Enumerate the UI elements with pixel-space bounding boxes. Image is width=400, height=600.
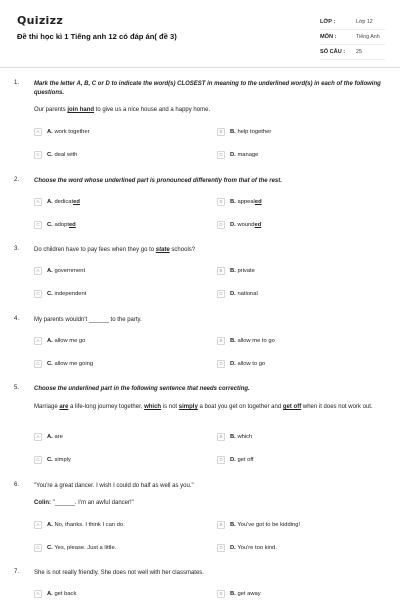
speaker-name: Colin:	[34, 500, 51, 506]
underlined-word: state	[155, 247, 170, 253]
option-letter-box: A	[34, 590, 42, 598]
option-letter-box: C	[34, 544, 42, 552]
option-text: allow me go	[54, 337, 86, 344]
option-letter-box: A	[34, 337, 42, 345]
option-key: C.	[47, 221, 53, 228]
option-label	[47, 222, 76, 228]
option-key: A.	[47, 128, 53, 135]
option-key: D.	[230, 360, 236, 367]
meta-row-class	[320, 15, 385, 30]
option-letter-box: A	[34, 521, 42, 529]
stem-text: is not	[161, 404, 179, 410]
stem-text: schools?	[169, 247, 196, 253]
option-d[interactable]	[217, 288, 258, 299]
option-a[interactable]	[34, 519, 125, 530]
option-letter-box: C	[34, 221, 42, 229]
option-key: B.	[230, 337, 236, 344]
option-letter-box: B	[217, 590, 225, 598]
option-text: dedicat	[54, 198, 74, 205]
option-label	[47, 268, 85, 274]
quizizz-logo: Quizizz	[17, 14, 64, 27]
option-key: B.	[230, 198, 236, 205]
meta-value: 25	[356, 49, 362, 55]
option-label	[47, 291, 86, 297]
meta-panel	[320, 15, 385, 60]
option-d[interactable]	[217, 454, 253, 465]
option-key: B.	[230, 590, 236, 597]
option-letter-box: C	[34, 456, 42, 464]
option-label	[230, 199, 262, 205]
option-label	[47, 361, 93, 367]
option-label	[230, 457, 253, 463]
option-c[interactable]	[34, 288, 86, 299]
option-label	[230, 545, 277, 551]
option-text: You're too kind.	[237, 544, 277, 551]
option-letter-box: D	[217, 290, 225, 298]
option-label	[47, 591, 76, 597]
option-letter-box: D	[217, 221, 225, 229]
option-letter-box: B	[217, 433, 225, 441]
question-stem	[34, 246, 384, 255]
option-key: A.	[47, 267, 53, 274]
option-letter-box: A	[34, 128, 42, 136]
option-text: are	[54, 433, 63, 440]
stem-text: Do children have to pay fees when they go to	[34, 247, 156, 253]
option-label	[230, 338, 275, 344]
stem-text: to give us a nice house and a happy home.	[94, 107, 211, 113]
option-d[interactable]	[217, 358, 265, 369]
question-number: 6.	[14, 482, 20, 488]
option-text: manage	[237, 151, 259, 158]
option-text: allow to go	[237, 360, 266, 367]
option-letter-box: B	[217, 128, 225, 136]
option-letter-box: B	[217, 267, 225, 275]
option-key: B.	[230, 521, 236, 528]
question-stem	[34, 106, 384, 115]
question-dialogue	[34, 499, 384, 508]
option-text: get back	[54, 590, 77, 597]
question-instruction: Choose the word whose underlined part is pronounced differently from that of the rest.	[34, 178, 282, 184]
option-text: private	[237, 267, 255, 274]
option-text: allow me to go	[237, 337, 275, 344]
option-label	[230, 268, 255, 274]
option-letter-box: D	[217, 456, 225, 464]
option-key: D.	[230, 151, 236, 158]
option-label	[230, 591, 261, 597]
option-letter-box: C	[34, 360, 42, 368]
option-d[interactable]	[217, 542, 277, 553]
option-letter-box: A	[34, 433, 42, 441]
option-letter-box: A	[34, 267, 42, 275]
option-c[interactable]	[34, 219, 76, 230]
option-label	[47, 129, 90, 135]
question-instruction: Choose the underlined part in the following sentence that needs correcting.	[34, 386, 250, 392]
option-text: national	[237, 290, 258, 297]
option-b[interactable]	[217, 588, 261, 599]
meta-key: SỐ CÂU :	[320, 49, 346, 55]
dialogue-text: "______. I'm an awful dancer!"	[51, 500, 134, 506]
option-key: B.	[230, 267, 236, 274]
option-key: C.	[47, 360, 53, 367]
option-label	[230, 222, 261, 228]
option-a[interactable]	[34, 431, 63, 442]
option-text: Yes, please. Just a little.	[54, 544, 117, 551]
meta-value: Lớp 12	[356, 19, 373, 25]
question-stem: My parents wouldn't ______ to the party.	[34, 317, 142, 323]
underlined-part: ed	[68, 221, 76, 228]
option-letter-box: C	[34, 151, 42, 159]
underlined-part: ed	[73, 198, 80, 205]
option-label	[230, 291, 258, 297]
option-key: A.	[47, 198, 53, 205]
option-label	[47, 199, 80, 205]
question-instruction: Mark the letter A, B, C or D to indicate the word(s) CLOSEST in meaning to the underlined word(s) in each of the following questions.	[34, 81, 381, 96]
option-label	[47, 434, 63, 440]
option-label	[230, 434, 252, 440]
option-text: adopt	[54, 221, 69, 228]
question-number: 4.	[14, 316, 20, 322]
option-text: which	[237, 433, 253, 440]
option-c[interactable]	[34, 454, 71, 465]
option-b[interactable]	[217, 126, 271, 137]
option-label	[230, 522, 300, 528]
meta-row-count	[320, 45, 385, 60]
option-key: D.	[230, 290, 236, 297]
option-text: get away	[237, 590, 261, 597]
underlined-part: ed	[254, 221, 262, 228]
question-stem: "You're a great dancer. I wish I could do half as well as you."	[34, 483, 194, 489]
option-text: appeal	[237, 198, 255, 205]
question-number: 2.	[14, 177, 20, 183]
question-number: 7.	[14, 569, 20, 575]
option-c[interactable]	[34, 358, 93, 369]
option-key: B.	[230, 433, 236, 440]
option-c[interactable]	[34, 542, 116, 553]
underlined-word: get off	[282, 404, 302, 410]
option-d[interactable]	[217, 219, 261, 230]
header-divider	[0, 67, 400, 68]
option-letter-box: C	[34, 290, 42, 298]
stem-text: Marriage	[34, 404, 60, 410]
option-key: C.	[47, 290, 53, 297]
option-d[interactable]	[217, 149, 258, 160]
option-text: government	[54, 267, 86, 274]
question-number: 1.	[14, 80, 20, 86]
question-number: 5.	[14, 385, 20, 391]
option-key: A.	[47, 337, 53, 344]
option-text: get off	[237, 456, 254, 463]
option-key: A.	[47, 590, 53, 597]
option-letter-box: D	[217, 360, 225, 368]
stem-text: Our parents	[34, 107, 68, 113]
option-text: wound	[237, 221, 255, 228]
stem-text: when it does not work out.	[301, 404, 373, 410]
option-b[interactable]	[217, 335, 275, 346]
option-key: C.	[47, 456, 53, 463]
option-text: independent	[54, 290, 87, 297]
option-b[interactable]	[217, 519, 300, 530]
question-stem	[34, 403, 384, 412]
option-a[interactable]	[34, 588, 76, 599]
underlined-word: simply	[178, 404, 198, 410]
option-a[interactable]	[34, 335, 85, 346]
option-label	[47, 545, 116, 551]
option-key: D.	[230, 456, 236, 463]
option-text: No, thanks. I think I can do.	[54, 521, 125, 528]
option-label	[47, 152, 77, 158]
meta-value: Tiếng Anh	[356, 34, 380, 40]
meta-key: MÔN :	[320, 34, 337, 40]
option-text: deal with	[54, 151, 78, 158]
option-text: You've got to be kidding!	[237, 521, 301, 528]
stem-text: a life-long journey together,	[68, 404, 145, 410]
option-text: work together	[54, 128, 90, 135]
question-stem: She is not really friendly. She does not well with her classmates.	[34, 570, 204, 576]
option-b[interactable]	[217, 196, 262, 207]
option-key: D.	[230, 221, 236, 228]
option-letter-box: B	[217, 337, 225, 345]
option-b[interactable]	[217, 431, 252, 442]
option-key: A.	[47, 433, 53, 440]
underlined-word: are	[59, 404, 69, 410]
option-a[interactable]	[34, 126, 90, 137]
option-text: simply	[54, 456, 71, 463]
question-number: 3.	[14, 246, 20, 252]
option-label	[230, 361, 265, 367]
option-label	[47, 457, 71, 463]
option-key: B.	[230, 128, 236, 135]
underlined-part: ed	[254, 198, 262, 205]
underlined-word: which	[144, 404, 162, 410]
option-letter-box: B	[217, 521, 225, 529]
option-c[interactable]	[34, 149, 77, 160]
option-b[interactable]	[217, 265, 255, 276]
stem-text: a boat you get on together and	[197, 404, 283, 410]
page-title: Đề thi học kì 1 Tiếng anh 12 có đáp án( đề 3)	[17, 32, 177, 41]
underlined-word: join hand	[67, 107, 95, 113]
option-text: allow me going	[54, 360, 94, 367]
option-key: C.	[47, 544, 53, 551]
option-label	[230, 152, 258, 158]
option-letter-box: D	[217, 151, 225, 159]
option-letter-box: B	[217, 198, 225, 206]
option-a[interactable]	[34, 265, 85, 276]
option-label	[47, 522, 125, 528]
option-key: D.	[230, 544, 236, 551]
option-key: A.	[47, 521, 53, 528]
meta-key: LỚP :	[320, 19, 336, 25]
option-label	[230, 129, 271, 135]
option-letter-box: A	[34, 198, 42, 206]
option-a[interactable]	[34, 196, 80, 207]
option-letter-box: D	[217, 544, 225, 552]
meta-row-subject	[320, 30, 385, 45]
option-label	[47, 338, 85, 344]
option-key: C.	[47, 151, 53, 158]
option-text: help together	[237, 128, 272, 135]
